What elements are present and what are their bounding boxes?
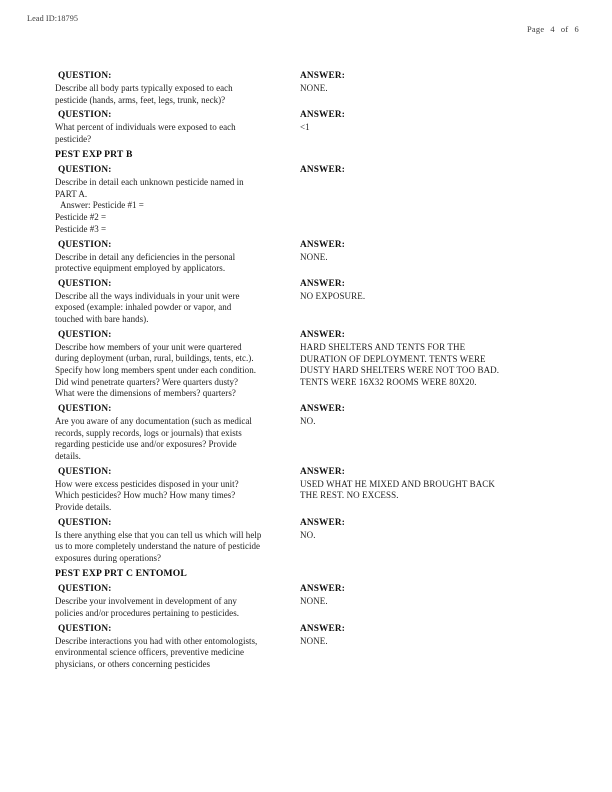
question-line: Provide details. <box>55 501 112 512</box>
question-line: How were excess pesticides disposed in your unit? <box>55 478 239 489</box>
question-column <box>55 164 295 235</box>
answer-label: ANSWER: <box>300 71 345 81</box>
page-word: Page <box>526 25 545 34</box>
question-line: Describe how members of your unit were quartered <box>55 341 242 352</box>
question-line: Describe in detail each unknown pesticide named in <box>55 177 244 188</box>
question-line: regarding pesticide use and/or exposures? Provide <box>55 439 237 450</box>
question-column <box>55 278 295 326</box>
question-label: QUESTION: <box>58 623 112 634</box>
question-line: Describe in detail any deficiencies in the personal <box>55 251 236 262</box>
answer-column <box>300 239 585 264</box>
answer-column <box>300 583 585 608</box>
page-total: 6 <box>574 25 579 34</box>
section-heading-prt_c: PEST EXP PRT C ENTOMOL <box>55 567 188 579</box>
question-label: QUESTION: <box>58 71 112 81</box>
answer-line: NO EXPOSURE. <box>300 290 366 301</box>
question-line: Specify how long members spent under each condition. <box>55 365 256 376</box>
answer-line: TENTS WERE 16X32 ROOMS WERE 80X20. <box>300 377 477 388</box>
question-label: QUESTION: <box>58 278 112 289</box>
page-number-indicator <box>527 25 579 34</box>
answer-label: ANSWER: <box>300 517 345 528</box>
question-line: Did wind penetrate quarters? Were quarters dusty? <box>55 376 239 387</box>
question-column <box>55 517 295 565</box>
question-column <box>55 329 295 400</box>
question-line: Describe all body parts typically exposed to each <box>55 83 233 93</box>
question-column <box>55 466 295 514</box>
answer-line: NONE. <box>300 251 328 262</box>
answer-column <box>300 517 585 542</box>
question-line: Describe interactions you had with other entomologists, <box>55 635 258 646</box>
answer-label: ANSWER: <box>300 110 345 121</box>
question-label: QUESTION: <box>58 165 112 176</box>
question-column <box>55 109 295 145</box>
question-line: What were the dimensions of members? quarters? <box>55 388 236 399</box>
question-column <box>55 239 295 275</box>
answer-column <box>300 164 585 177</box>
answer-label: ANSWER: <box>300 329 345 340</box>
question-line: What percent of individuals were exposed to each <box>55 122 236 133</box>
question-line: PART A. <box>55 188 88 199</box>
answer-line: NONE. <box>300 596 328 607</box>
question-line: exposed (example: inhaled powder or vapor, and <box>55 302 232 313</box>
question-line: pesticide? <box>55 133 92 144</box>
answer-line: DUSTY HARD SHELTERS WERE NOT TOO BAD. <box>300 365 500 376</box>
question-column <box>55 583 295 619</box>
answer-line: NO. <box>300 529 316 540</box>
answer-label: ANSWER: <box>300 278 345 289</box>
question-label: QUESTION: <box>58 110 112 121</box>
answer-fill-line: Pesticide #3 = <box>55 223 107 234</box>
answer-column <box>300 278 585 303</box>
question-line: during deployment (urban, rural, buildings, tents, etc.). <box>55 353 254 364</box>
question-line: environmental science officers, preventive medicine <box>55 647 245 658</box>
answer-line: NONE. <box>300 635 328 646</box>
question-column <box>55 403 295 462</box>
answer-label: ANSWER: <box>300 623 345 634</box>
question-label: QUESTION: <box>58 329 112 340</box>
question-column <box>55 623 295 671</box>
lead-id-label: Lead ID: <box>27 14 58 23</box>
question-line: protective equipment employed by applicators. <box>55 263 226 274</box>
question-line: Describe all the ways individuals in your unit were <box>55 290 240 301</box>
question-column <box>55 70 295 106</box>
answer-column <box>300 623 585 648</box>
answer-column <box>300 466 585 503</box>
answer-label: ANSWER: <box>300 239 345 250</box>
question-line: pesticide (hands, arms, feet, legs, trunk, neck)? <box>55 94 226 105</box>
answer-label: ANSWER: <box>300 466 345 477</box>
section-heading-prt_b: PEST EXP PRT B <box>55 148 133 160</box>
question-label: QUESTION: <box>58 239 112 250</box>
answer-line: <1 <box>300 122 310 133</box>
page-current: 4 <box>550 25 555 34</box>
answer-line: NO. <box>300 416 316 427</box>
question-label: QUESTION: <box>58 517 112 528</box>
answer-line: NONE. <box>300 83 328 93</box>
question-line: exposures during operations? <box>55 552 162 563</box>
question-line: physicians, or others concerning pesticides <box>55 658 211 669</box>
answer-line: HARD SHELTERS AND TENTS FOR THE <box>300 341 466 352</box>
question-line: us to more completely understand the nature of pesticide <box>55 541 261 552</box>
question-line: Which pesticides? How much? How many times? <box>55 490 236 501</box>
question-line: Is there anything else that you can tell us which will help <box>55 529 262 540</box>
answer-fill-line: Pesticide #2 = <box>55 212 107 223</box>
page-of-word: of <box>560 25 569 34</box>
answer-label: ANSWER: <box>300 165 345 176</box>
question-label: QUESTION: <box>58 466 112 477</box>
lead-id <box>27 14 78 23</box>
answer-column <box>300 109 585 134</box>
question-line: details. <box>55 450 81 461</box>
answer-line: DURATION OF DEPLOYMENT. TENTS WERE <box>300 353 486 364</box>
answer-column <box>300 329 585 389</box>
question-line: Are you aware of any documentation (such as medical <box>55 416 252 427</box>
answer-line: THE REST. NO EXCESS. <box>300 490 399 501</box>
page-header <box>0 14 612 34</box>
answer-column <box>300 70 585 95</box>
question-label: QUESTION: <box>58 584 112 595</box>
answer-line: USED WHAT HE MIXED AND BROUGHT BACK <box>300 478 496 489</box>
question-line: touched with bare hands). <box>55 314 149 325</box>
lead-id-value: 18795 <box>57 14 79 23</box>
answer-column <box>300 403 585 428</box>
question-line: records, supply records, logs or journals) that exists <box>55 427 242 438</box>
answer-label: ANSWER: <box>300 584 345 595</box>
question-line: policies and/or procedures pertaining to pesticides. <box>55 607 239 618</box>
answer-fill-line: Answer: Pesticide #1 = <box>60 200 144 211</box>
question-label: QUESTION: <box>58 404 112 415</box>
answer-label: ANSWER: <box>300 404 345 415</box>
question-line: Describe your involvement in development of any <box>55 596 237 607</box>
